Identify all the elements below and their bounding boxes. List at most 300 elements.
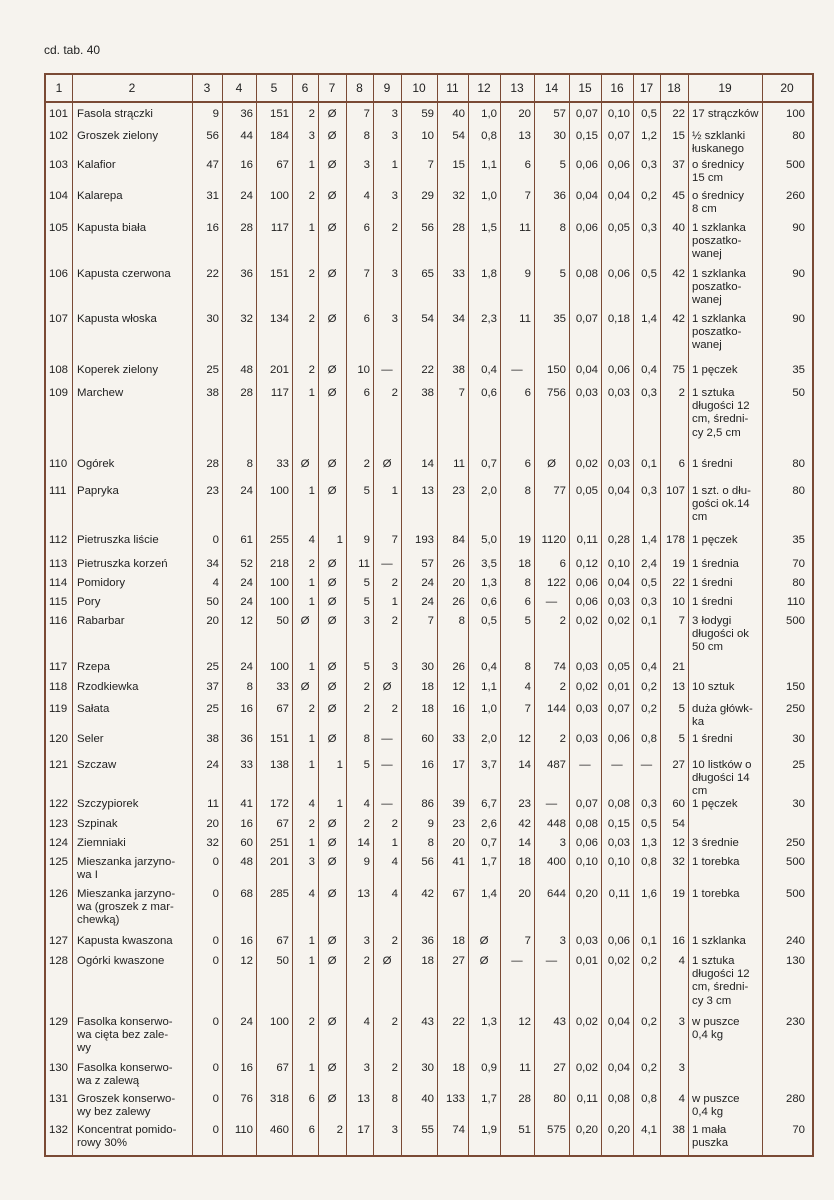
- value-col-3: 4: [212, 577, 219, 589]
- product-name: Pomidory: [77, 577, 126, 589]
- product-name: Pory: [77, 596, 101, 608]
- value-col-7: 1: [336, 759, 343, 771]
- value-col-6: 1: [308, 222, 315, 234]
- weight-grams: 150: [785, 681, 805, 693]
- value-col-18: 19: [672, 558, 685, 570]
- value-col-16: 0,04: [607, 577, 630, 589]
- value-col-10: 40: [421, 1093, 434, 1105]
- column-header-3: 3: [203, 81, 211, 95]
- column-rule: [256, 75, 257, 1155]
- weight-grams: 50: [792, 387, 805, 399]
- value-col-4: 8: [246, 681, 253, 693]
- value-col-11: 20: [452, 837, 465, 849]
- product-name: Fasolka konserwo-: [77, 1016, 173, 1028]
- value-col-15: 0,10: [575, 856, 598, 868]
- value-col-18: 22: [672, 577, 685, 589]
- value-col-9: 2: [391, 222, 398, 234]
- value-col-5: 117: [270, 222, 289, 234]
- value-col-12: Ø: [479, 935, 489, 947]
- product-name: rowy 30%: [77, 1137, 128, 1150]
- value-col-6: 1: [308, 596, 315, 608]
- value-col-4: 61: [240, 534, 253, 546]
- value-col-10: 36: [421, 935, 434, 947]
- household-measure: 1 szklanka: [692, 935, 746, 947]
- value-col-16: 0,08: [607, 798, 630, 810]
- column-header-17: 17: [639, 81, 654, 95]
- value-col-15: 0,02: [575, 615, 598, 627]
- value-col-5: 117: [270, 387, 289, 399]
- value-col-17: 1,2: [641, 130, 657, 142]
- household-measure: cy 3 cm: [692, 994, 732, 1007]
- value-col-18: 21: [672, 661, 685, 673]
- value-col-5: 318: [269, 1093, 289, 1105]
- value-col-4: 28: [240, 222, 253, 234]
- product-name: Rabarbar: [77, 615, 125, 627]
- row-number: 120: [49, 733, 69, 745]
- value-col-11: 67: [452, 888, 465, 900]
- value-col-10: 30: [421, 661, 434, 673]
- value-col-4: 36: [240, 733, 253, 745]
- value-col-3: 37: [206, 681, 219, 693]
- weight-grams: 30: [792, 798, 805, 810]
- column-rule: [660, 75, 661, 1155]
- value-col-11: 74: [452, 1124, 465, 1136]
- value-col-16: 0,07: [607, 703, 630, 715]
- household-measure: 1 średni: [692, 596, 733, 608]
- value-col-7: Ø: [327, 1016, 337, 1028]
- value-col-15: 0,03: [575, 661, 598, 673]
- value-col-11: 40: [452, 108, 465, 120]
- value-col-15: 0,02: [575, 458, 598, 470]
- value-col-16: 0,03: [607, 458, 630, 470]
- value-col-14: —: [545, 955, 558, 967]
- value-col-10: 65: [421, 268, 434, 280]
- value-col-14: Ø: [547, 458, 556, 470]
- value-col-8: 4: [363, 190, 370, 202]
- column-rule: [633, 75, 634, 1155]
- value-col-10: 55: [421, 1124, 434, 1136]
- household-measure: 1 torebka: [692, 856, 740, 868]
- household-measure: cm: [692, 785, 708, 798]
- value-col-11: 23: [452, 485, 465, 497]
- table-caption: cd. tab. 40: [44, 43, 101, 57]
- value-col-8: 7: [363, 268, 370, 280]
- value-col-12: 0,6: [481, 596, 497, 608]
- value-col-18: 75: [672, 364, 685, 376]
- value-col-9: 3: [391, 190, 398, 202]
- product-name: Szpinak: [77, 818, 118, 830]
- value-col-15: 0,08: [575, 268, 598, 280]
- value-col-9: 4: [391, 888, 398, 900]
- value-col-12: 5,0: [481, 534, 497, 546]
- household-measure: 1 średni: [692, 577, 733, 589]
- value-col-4: 44: [240, 130, 253, 142]
- value-col-11: 133: [445, 1093, 465, 1105]
- value-col-3: 0: [212, 935, 219, 947]
- household-measure: 1 pęczek: [692, 364, 738, 376]
- household-measure: 1 średni: [692, 733, 733, 745]
- value-col-4: 52: [240, 558, 253, 570]
- value-col-15: 0,03: [575, 387, 598, 399]
- value-col-12: 1,0: [481, 190, 497, 202]
- row-number: 128: [49, 955, 69, 967]
- value-col-8: 13: [357, 888, 370, 900]
- household-measure: w puszce: [692, 1093, 740, 1105]
- value-col-5: 100: [269, 577, 289, 589]
- value-col-7: Ø: [327, 268, 337, 280]
- value-col-4: 24: [240, 661, 253, 673]
- value-col-13: 13: [518, 130, 531, 142]
- household-measure: długości 12: [692, 400, 750, 413]
- value-col-10: 43: [421, 1016, 434, 1028]
- column-rule: [318, 75, 319, 1155]
- row-number: 131: [49, 1093, 69, 1105]
- column-header-18: 18: [667, 81, 681, 95]
- product-name: Kalafior: [77, 159, 116, 171]
- row-number: 108: [49, 364, 69, 376]
- value-col-7: Ø: [327, 458, 337, 470]
- value-col-9: 2: [391, 1062, 398, 1074]
- weight-grams: 80: [792, 130, 805, 142]
- value-col-13: 14: [518, 759, 531, 771]
- row-number: 117: [49, 661, 68, 673]
- value-col-6: 1: [308, 159, 315, 171]
- product-name: Koperek zielony: [77, 364, 159, 376]
- value-col-7: Ø: [327, 313, 337, 325]
- value-col-12: 3,5: [481, 558, 497, 570]
- value-col-6: 2: [308, 364, 315, 376]
- value-col-11: 32: [452, 190, 465, 202]
- value-col-18: 16: [672, 935, 685, 947]
- value-col-12: 1,0: [481, 108, 497, 120]
- value-col-10: 60: [421, 733, 434, 745]
- value-col-8: 5: [363, 759, 370, 771]
- row-number: 115: [49, 596, 68, 608]
- value-col-9: —: [381, 798, 393, 810]
- value-col-8: 8: [363, 733, 370, 745]
- value-col-4: 33: [240, 759, 253, 771]
- column-rule: [688, 75, 689, 1155]
- value-col-4: 76: [240, 1093, 253, 1105]
- value-col-11: 7: [458, 387, 465, 399]
- row-number: 107: [49, 313, 69, 325]
- value-col-10: 56: [421, 856, 434, 868]
- value-col-10: 18: [421, 955, 434, 967]
- value-col-18: 178: [665, 534, 685, 546]
- value-col-7: Ø: [327, 955, 337, 967]
- household-measure: 1 średnia: [692, 558, 739, 570]
- value-col-18: 32: [672, 856, 685, 868]
- column-rule: [534, 75, 535, 1155]
- household-measure: o średnicy: [692, 190, 744, 202]
- household-measure: 1 szklanka: [692, 222, 746, 234]
- value-col-11: 39: [452, 798, 465, 810]
- value-col-18: 19: [672, 888, 685, 900]
- household-measure: 1 mała: [692, 1124, 727, 1136]
- row-number: 127: [49, 935, 69, 947]
- value-col-17: 1,6: [641, 888, 657, 900]
- value-col-3: 0: [212, 955, 219, 967]
- value-col-12: 0,7: [481, 837, 497, 849]
- household-measure: 50 cm: [692, 641, 724, 654]
- value-col-5: 460: [269, 1124, 289, 1136]
- value-col-11: 18: [452, 1062, 465, 1074]
- product-name: Rzepa: [77, 661, 110, 673]
- row-number: 132: [49, 1124, 69, 1136]
- value-col-18: 38: [672, 1124, 685, 1136]
- row-number: 111: [49, 485, 67, 497]
- column-rule: [72, 75, 73, 1155]
- column-header-9: 9: [383, 81, 391, 95]
- value-col-5: 100: [269, 485, 289, 497]
- value-col-3: 25: [206, 703, 219, 715]
- value-col-12: 1,3: [481, 577, 497, 589]
- value-col-6: 1: [308, 485, 315, 497]
- value-col-6: 1: [308, 733, 315, 745]
- value-col-16: 0,02: [607, 955, 630, 967]
- value-col-4: 16: [240, 159, 253, 171]
- column-header-8: 8: [356, 81, 363, 95]
- weight-grams: 230: [785, 1016, 805, 1028]
- value-col-16: 0,07: [607, 130, 630, 142]
- value-col-13: 8: [524, 661, 531, 673]
- value-col-5: 67: [276, 1062, 289, 1074]
- product-name: wy: [77, 1042, 91, 1055]
- value-col-14: 644: [546, 888, 566, 900]
- value-col-16: 0,03: [607, 387, 630, 399]
- value-col-14: 3: [559, 935, 566, 947]
- value-col-3: 0: [212, 1124, 219, 1136]
- value-col-16: 0,08: [607, 1093, 630, 1105]
- value-col-13: 11: [519, 1062, 531, 1074]
- household-measure: poszatko-: [692, 235, 742, 248]
- column-header-19: 19: [718, 81, 732, 95]
- value-col-7: Ø: [327, 1062, 337, 1074]
- value-col-4: 110: [234, 1124, 253, 1136]
- value-col-7: Ø: [327, 703, 337, 715]
- value-col-8: 4: [363, 1016, 370, 1028]
- column-header-6: 6: [301, 81, 309, 95]
- household-measure: wanej: [692, 248, 722, 261]
- value-col-10: 7: [427, 159, 434, 171]
- product-name: Szczypiorek: [77, 798, 139, 810]
- value-col-14: 2: [559, 681, 566, 693]
- value-col-15: 0,01: [575, 955, 598, 967]
- value-col-13: 11: [519, 222, 531, 234]
- value-col-8: 2: [363, 818, 370, 830]
- product-name: Fasolka konserwo-: [77, 1062, 173, 1074]
- weight-grams: 500: [785, 615, 805, 627]
- value-col-12: 0,4: [481, 364, 497, 376]
- value-col-9: 2: [391, 577, 398, 589]
- household-measure: 1 szt. o dłu-: [692, 485, 751, 497]
- row-number: 106: [49, 268, 69, 280]
- value-col-9: —: [381, 733, 393, 745]
- value-col-17: 0,4: [641, 364, 657, 376]
- value-col-5: 100: [269, 1016, 289, 1028]
- household-measure: łuskanego: [692, 143, 744, 156]
- value-col-17: 0,2: [641, 1062, 657, 1074]
- value-col-15: 0,06: [575, 837, 598, 849]
- household-measure: długości 12: [692, 968, 750, 981]
- value-col-11: 16: [452, 703, 465, 715]
- value-col-16: 0,04: [607, 485, 630, 497]
- product-name: chewką): [77, 914, 120, 927]
- weight-grams: 110: [786, 596, 805, 608]
- value-col-13: 7: [524, 190, 531, 202]
- column-rule: [437, 75, 438, 1155]
- value-col-8: 17: [357, 1124, 370, 1136]
- value-col-18: 27: [672, 759, 685, 771]
- value-col-5: 33: [276, 458, 289, 470]
- product-name: Kapusta biała: [77, 222, 147, 234]
- value-col-8: 2: [363, 681, 370, 693]
- household-measure: 8 cm: [692, 203, 717, 216]
- weight-grams: 30: [792, 733, 805, 745]
- value-col-13: 18: [518, 856, 531, 868]
- value-col-17: 2,4: [641, 558, 657, 570]
- value-col-13: 6: [524, 387, 531, 399]
- product-name: wa (groszek z mar-: [77, 901, 174, 914]
- value-col-16: 0,06: [607, 268, 630, 280]
- value-col-12: 1,7: [481, 1093, 497, 1105]
- value-col-14: 144: [546, 703, 566, 715]
- value-col-3: 0: [212, 1062, 219, 1074]
- value-col-10: 13: [421, 485, 434, 497]
- value-col-16: 0,18: [607, 313, 630, 325]
- value-col-6: 1: [308, 955, 315, 967]
- weight-grams: 35: [792, 534, 805, 546]
- row-number: 130: [49, 1062, 69, 1074]
- value-col-15: 0,03: [575, 703, 598, 715]
- value-col-3: 0: [212, 856, 219, 868]
- value-col-4: 24: [240, 1016, 253, 1028]
- value-col-6: 1: [308, 387, 315, 399]
- value-col-13: 20: [518, 888, 531, 900]
- value-col-10: 42: [421, 888, 434, 900]
- household-measure: 1 sztuka: [692, 387, 735, 399]
- value-col-13: 6: [524, 458, 531, 470]
- household-measure: poszatko-: [692, 281, 742, 294]
- value-col-8: 3: [363, 935, 370, 947]
- value-col-6: 3: [308, 856, 315, 868]
- weight-grams: 500: [785, 856, 805, 868]
- value-col-14: 30: [553, 130, 566, 142]
- value-col-9: 1: [391, 485, 398, 497]
- value-col-11: 41: [452, 856, 465, 868]
- household-measure: o średnicy: [692, 159, 744, 171]
- row-number: 119: [49, 703, 68, 715]
- value-col-4: 48: [240, 856, 253, 868]
- value-col-17: 0,1: [641, 458, 657, 470]
- value-col-16: 0,06: [607, 935, 630, 947]
- value-col-17: 0,8: [641, 1093, 657, 1105]
- value-col-8: 3: [363, 159, 370, 171]
- value-col-9: —: [381, 364, 393, 376]
- value-col-8: 3: [363, 1062, 370, 1074]
- value-col-18: 42: [672, 268, 685, 280]
- value-col-18: 2: [678, 387, 685, 399]
- column-rule: [401, 75, 402, 1155]
- value-col-8: 5: [363, 661, 370, 673]
- value-col-10: 30: [421, 1062, 434, 1074]
- product-name: Kapusta włoska: [77, 313, 157, 325]
- value-col-6: 6: [308, 1124, 315, 1136]
- product-name: Groszek konserwo-: [77, 1093, 176, 1105]
- value-col-17: 0,5: [641, 818, 657, 830]
- value-col-18: 22: [672, 108, 685, 120]
- household-measure: cm, średni-: [692, 981, 749, 994]
- value-col-18: 6: [678, 458, 685, 470]
- value-col-11: 84: [452, 534, 465, 546]
- value-col-17: 0,3: [641, 485, 657, 497]
- value-col-18: 45: [672, 190, 685, 202]
- value-col-15: 0,02: [575, 681, 598, 693]
- value-col-8: 13: [357, 1093, 370, 1105]
- column-header-12: 12: [477, 81, 491, 95]
- household-measure: 1 średni: [692, 458, 733, 470]
- value-col-18: 12: [672, 837, 685, 849]
- value-col-4: 68: [240, 888, 253, 900]
- value-col-9: 3: [391, 661, 398, 673]
- value-col-12: 1,3: [481, 1016, 497, 1028]
- value-col-14: 5: [559, 268, 566, 280]
- value-col-17: 0,3: [641, 387, 657, 399]
- value-col-4: 32: [240, 313, 253, 325]
- column-header-2: 2: [128, 81, 136, 95]
- value-col-8: 4: [363, 798, 370, 810]
- value-col-3: 50: [206, 596, 219, 608]
- value-col-17: 0,2: [641, 190, 657, 202]
- value-col-5: 67: [276, 818, 289, 830]
- product-name: Groszek zielony: [77, 130, 159, 142]
- value-col-4: 48: [240, 364, 253, 376]
- value-col-8: 5: [363, 577, 370, 589]
- value-col-17: 0,5: [641, 108, 657, 120]
- product-name: wa z zalewą: [77, 1075, 140, 1088]
- column-header-7: 7: [328, 81, 336, 95]
- value-col-5: 67: [276, 703, 289, 715]
- value-col-6: 1: [308, 577, 315, 589]
- column-header-15: 15: [578, 81, 592, 95]
- value-col-8: 3: [363, 615, 370, 627]
- row-number: 101: [49, 108, 69, 120]
- value-col-15: 0,20: [575, 888, 598, 900]
- value-col-14: 27: [553, 1062, 566, 1074]
- value-col-7: Ø: [327, 130, 337, 142]
- value-col-11: 34: [452, 313, 465, 325]
- value-col-13: 8: [524, 485, 531, 497]
- value-col-3: 0: [212, 534, 219, 546]
- weight-grams: 90: [792, 222, 805, 234]
- product-name: Marchew: [77, 387, 124, 399]
- product-name: Rzodkiewka: [77, 681, 139, 693]
- household-measure: 3 łodygi: [692, 615, 732, 627]
- value-col-15: 0,06: [575, 159, 598, 171]
- value-col-8: 2: [363, 955, 370, 967]
- product-name: Kapusta czerwona: [77, 268, 171, 280]
- value-col-13: 7: [524, 935, 531, 947]
- value-col-6: 1: [308, 661, 315, 673]
- product-name: Fasola strączki: [77, 108, 153, 120]
- value-col-16: 0,05: [607, 222, 630, 234]
- value-col-11: 33: [452, 733, 465, 745]
- value-col-17: 0,8: [641, 856, 657, 868]
- value-col-14: 575: [546, 1124, 566, 1136]
- value-col-10: 24: [421, 596, 434, 608]
- value-col-18: 15: [672, 130, 685, 142]
- value-col-8: 2: [363, 458, 370, 470]
